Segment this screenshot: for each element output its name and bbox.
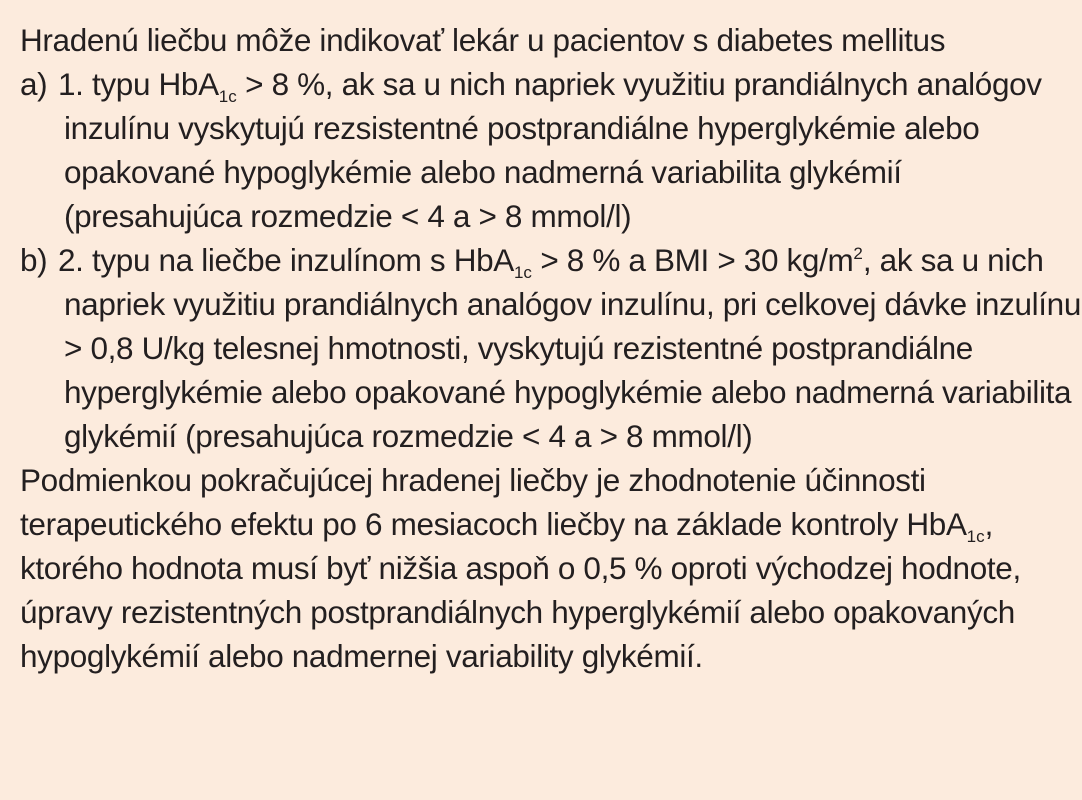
closing-text-2: , ktorého hodnota musí byť nižšia aspoň o 0,5 % oproti východzej hodnote, úpravy rezistentných postprandiálnych hyperglykémií alebo opakovaných hypoglykémií alebo nadmernej variability glykémií. <box>20 506 1021 674</box>
criterion-a-text-1: 1. typu HbA <box>58 66 219 102</box>
criterion-a-marker: a) <box>20 66 48 102</box>
criterion-b-text-3: , ak sa u nich napriek využitiu prandiálnych analógov inzulínu, pri celkovej dávke inzulínu > 0,8 U/kg telesnej hmotnosti, vyskytujú rezistentné postprandiálne hyperglykémie alebo opakované hypoglykémie alebo nadmerná variabilita glykémií (presahujúca rozmedzie < 4 a > 8 mmol/l) <box>64 242 1082 454</box>
criterion-b-subscript: 1c <box>513 263 532 282</box>
criterion-a <box>20 62 1082 238</box>
criterion-b-marker: b) <box>20 242 48 278</box>
criterion-a-text-2: > 8 %, ak sa u nich napriek využitiu prandiálnych analógov inzulínu vyskytujú rezsistentné postprandiálne hyperglykémie alebo opakované hypoglykémie alebo nadmerná variabilita glykémií (presahujúca rozmedzie < 4 a > 8 mmol/l) <box>64 66 1042 234</box>
criterion-b-text-1: 2. typu na liečbe inzulínom s HbA <box>58 242 514 278</box>
intro-text: Hradenú liečbu môže indikovať lekár u pacientov s diabetes mellitus <box>20 22 946 58</box>
closing-subscript: 1c <box>966 527 985 546</box>
closing-paragraph <box>20 458 1082 678</box>
intro-paragraph <box>20 18 1082 62</box>
criterion-a-subscript: 1c <box>218 87 237 106</box>
criterion-b <box>20 238 1082 458</box>
criterion-b-superscript: 2 <box>853 244 863 263</box>
closing-text-1: Podmienkou pokračujúcej hradenej liečby je zhodnotenie účinnosti terapeutického efektu po 6 mesiacoch liečby na základe kontroly HbA <box>20 462 967 542</box>
criterion-b-text-2: > 8 % a BMI > 30 kg/m <box>531 242 854 278</box>
